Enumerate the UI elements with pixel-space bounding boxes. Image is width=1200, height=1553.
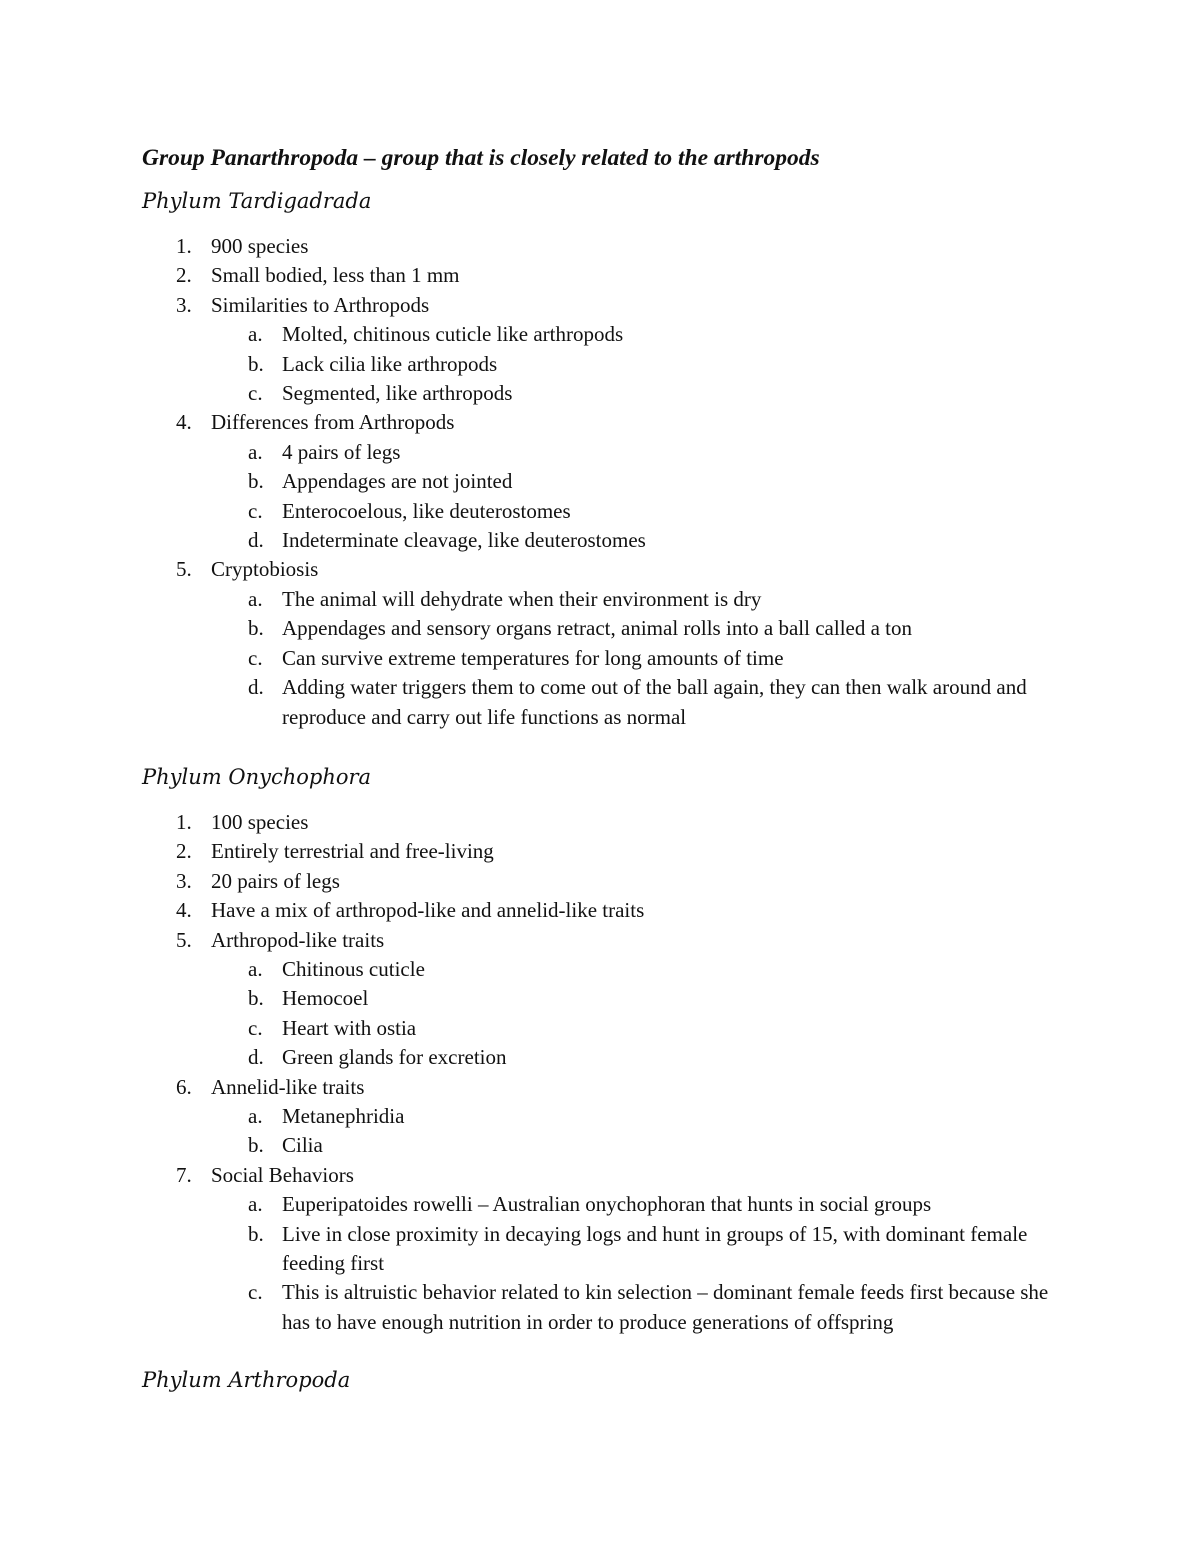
sub-list-item xyxy=(142,379,1062,408)
sub-list-item-letter: b. xyxy=(248,469,264,494)
section-heading-arthropoda: Phylum Arthropoda xyxy=(142,1368,351,1393)
sub-list-item-text: Metanephridia xyxy=(282,1103,405,1128)
list-item xyxy=(142,926,1062,955)
list-item-text: Annelid-like traits xyxy=(211,1074,365,1099)
sub-list-item xyxy=(142,1014,1062,1043)
list-item xyxy=(142,867,1062,896)
list-item-number: 6. xyxy=(176,1074,192,1099)
sub-list-item-text: Enterocoelous, like deuterostomes xyxy=(282,498,571,523)
sub-list-item xyxy=(142,350,1062,379)
list-item-text: Have a mix of arthropod-like and annelid-like traits xyxy=(211,898,645,923)
sub-list xyxy=(142,1190,1062,1337)
sub-list-item-letter: a. xyxy=(248,1103,263,1128)
sub-list-item-letter: c. xyxy=(248,1280,263,1305)
list-item-text: Social Behaviors xyxy=(211,1162,354,1187)
list-item-text: Arthropod-like traits xyxy=(211,927,385,952)
sub-list-item-letter: b. xyxy=(248,986,264,1011)
sub-list-item xyxy=(142,320,1062,349)
sub-list-item-letter: c. xyxy=(248,381,263,406)
sub-list xyxy=(142,438,1062,556)
sub-list-item-letter: b. xyxy=(248,351,264,376)
sub-list-item xyxy=(142,1220,1062,1279)
sub-list xyxy=(142,955,1062,1073)
sub-list-item-letter: d. xyxy=(248,675,264,700)
sub-list-item-text: Indeterminate cleavage, like deuterostomes xyxy=(282,528,646,553)
sub-list-item-letter: c. xyxy=(248,645,263,670)
sub-list-item xyxy=(142,1043,1062,1072)
sub-list-item-text: The animal will dehydrate when their environment is dry xyxy=(282,586,762,611)
sub-list-item-text: Lack cilia like arthropods xyxy=(282,351,498,376)
sub-list-item-text: Appendages and sensory organs retract, animal rolls into a ball called a ton xyxy=(282,616,912,641)
list-item xyxy=(142,261,1062,290)
sub-list-item-letter: d. xyxy=(248,1045,264,1070)
sub-list-item-text: Appendages are not jointed xyxy=(282,469,513,494)
list-item-text: Cryptobiosis xyxy=(211,557,319,582)
sub-list-item-text: Euperipatoides rowelli – Australian onychophoran that hunts in social groups xyxy=(282,1192,932,1217)
sub-list-item xyxy=(142,1131,1062,1160)
sub-list-item xyxy=(142,614,1062,643)
sub-list-item-text: Segmented, like arthropods xyxy=(282,381,513,406)
list-item-text: 20 pairs of legs xyxy=(211,868,340,893)
list-item-number: 1. xyxy=(176,234,192,258)
sub-list-item-text: Adding water triggers them to come out of the ball again, they can then walk around and reproduce and carry out life functions as normal xyxy=(282,675,1027,729)
list-item-number: 3. xyxy=(176,292,192,317)
sub-list-item xyxy=(142,644,1062,673)
section-heading-onychophora: Phylum Onychophora xyxy=(142,764,372,789)
sub-list-item-letter: b. xyxy=(248,1221,264,1246)
list-item-number: 5. xyxy=(176,557,192,582)
list-item xyxy=(142,408,1062,437)
sub-list-item-text: Hemocoel xyxy=(282,986,369,1011)
sub-list-item-text: Can survive extreme temperatures for long amounts of time xyxy=(282,645,784,670)
sub-list-item-text: Heart with ostia xyxy=(282,1015,417,1040)
list-item-number: 2. xyxy=(176,839,192,864)
list-item xyxy=(142,291,1062,320)
list-item-number: 4. xyxy=(176,410,192,435)
list-item-number: 4. xyxy=(176,898,192,923)
list-item-number: 3. xyxy=(176,868,192,893)
sub-list-item-letter: a. xyxy=(248,322,263,347)
sub-list-item xyxy=(142,984,1062,1013)
sub-list-item xyxy=(142,955,1062,984)
sub-list xyxy=(142,320,1062,408)
sub-list-item-text: 4 pairs of legs xyxy=(282,439,401,464)
sub-list-item xyxy=(142,438,1062,467)
list-item-text: Small bodied, less than 1 mm xyxy=(211,263,460,288)
sub-list-item xyxy=(142,1278,1062,1337)
list-item xyxy=(142,555,1062,584)
sub-list-item xyxy=(142,1102,1062,1131)
list-item-text: Differences from Arthropods xyxy=(211,410,455,435)
onychophora-list xyxy=(142,808,1062,1337)
sub-list-item-letter: a. xyxy=(248,956,263,981)
sub-list-item-text: Chitinous cuticle xyxy=(282,956,425,981)
list-item xyxy=(142,808,1062,837)
sub-list xyxy=(142,1102,1062,1161)
sub-list-item-letter: c. xyxy=(248,498,263,523)
sub-list-item-text: Molted, chitinous cuticle like arthropods xyxy=(282,322,624,347)
list-item-text: 100 species xyxy=(211,809,309,834)
list-item-number: 1. xyxy=(176,809,192,834)
list-item-text: Entirely terrestrial and free-living xyxy=(211,839,494,864)
list-item xyxy=(142,232,1062,261)
sub-list-item-text: Live in close proximity in decaying logs and hunt in groups of 15, with dominant female feeding first xyxy=(282,1221,1028,1275)
sub-list-item xyxy=(142,497,1062,526)
list-item-number: 2. xyxy=(176,263,192,288)
sub-list-item-letter: a. xyxy=(248,1192,263,1217)
sub-list-item-letter: a. xyxy=(248,586,263,611)
sub-list-item-letter: c. xyxy=(248,1015,263,1040)
list-item-number: 5. xyxy=(176,927,192,952)
list-item-text: Similarities to Arthropods xyxy=(211,292,430,317)
sub-list-item xyxy=(142,526,1062,555)
section-heading-tardigrada: Phylum Tardigadrada xyxy=(142,189,372,213)
document-title: Group Panarthropoda – group that is closely related to the arthropods xyxy=(142,145,820,171)
sub-list-item-text: Cilia xyxy=(282,1133,323,1158)
sub-list-item xyxy=(142,467,1062,496)
list-item-number: 7. xyxy=(176,1162,192,1187)
sub-list-item-text: Green glands for excretion xyxy=(282,1045,507,1070)
sub-list-item xyxy=(142,1190,1062,1219)
sub-list-item xyxy=(142,673,1062,732)
sub-list-item-letter: b. xyxy=(248,616,264,641)
sub-list-item-letter: a. xyxy=(248,439,263,464)
sub-list-item-letter: b. xyxy=(248,1133,264,1158)
tardigrada-list xyxy=(142,232,1062,732)
list-item xyxy=(142,837,1062,866)
list-item xyxy=(142,1161,1062,1190)
sub-list-item-text: This is altruistic behavior related to kin selection – dominant female feeds first because she has to have enough nutrition in order to produce generations of offspring xyxy=(282,1280,1049,1334)
list-item xyxy=(142,1073,1062,1102)
document-page xyxy=(142,138,1062,1395)
list-item-text: 900 species xyxy=(211,234,309,258)
list-item xyxy=(142,896,1062,925)
sub-list xyxy=(142,585,1062,732)
sub-list-item xyxy=(142,585,1062,614)
sub-list-item-letter: d. xyxy=(248,528,264,553)
